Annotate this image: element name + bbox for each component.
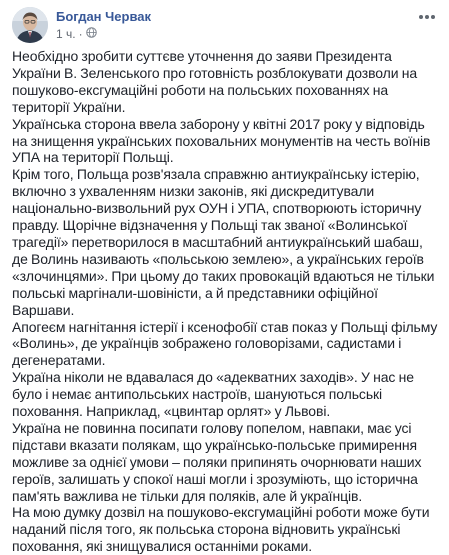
post-timestamp[interactable]: 1 ч.: [56, 27, 76, 41]
post-meta: [56, 27, 97, 41]
post-paragraph: Україна не повинна посипати голову попелом, навпаки, має усі підстави вказати полякам, що українсько-польське примирення можливе за однієї умови – поляки припинять очорнювати наших героїв, залишать у спокої наші могли і зрозуміють, що історична пам'ять важлива не тільки для поляків, але й українців.: [12, 419, 422, 504]
post-paragraph: Українська сторона ввела заборону у квітні 2017 року у відповідь на знищення українських поховальних монументів на честь воїнів УПА на території Польщі.: [12, 115, 431, 166]
post-paragraph: Необхідно зробити суттєве уточнення до заяви Президента України В. Зеленського про готовність розблокувати дозволи на пошуково-ексгумаційні роботи на польських похованнях на території України.: [12, 48, 418, 115]
post-header: [12, 7, 438, 43]
author-avatar[interactable]: [12, 7, 48, 43]
more-options-icon: [416, 9, 438, 25]
avatar-photo-icon: [12, 7, 48, 43]
post-body: [12, 48, 438, 555]
meta-separator: ·: [78, 27, 83, 41]
globe-icon: [86, 27, 97, 41]
post-paragraph: Апогеєм нагнітання істерії і ксенофобії став показ у Польщі фільму «Волинь», де українців зображено головорізами, садистами і дегенератами.: [12, 318, 438, 369]
more-options-button[interactable]: [416, 9, 438, 25]
post-paragraph: Україна ніколи не вдавалася до «адекватних заходів». У нас не було і немає антипольських настроїв, шануються польські поховання. Наприклад, «цвинтар орлят» у Львові.: [12, 369, 414, 420]
author-name-link[interactable]: Богдан Червак: [56, 9, 152, 24]
post-paragraph: На мою думку дозвіл на пошуково-ексгумаційні роботи може бути наданий після того, як польська сторона відновить українські поховання, які знищувалися останніми роками.: [12, 504, 430, 555]
post-paragraph: Крім того, Польща розв'язала справжню антиукраїнську істерію, включно з ухваленням низки законів, які дискредитували національно-визвольний рух ОУН і УПА, спотворюють історичну правду. Щорічне відзначення у Польщі так званої «Волинської трагедії» перетворилося в масштабний антиукраїнський шабаш, де Волинь називають «польською землею», а українських героїв «злочинцями». При цьому до таких провокацій вдаються не тільки польські маргінали-шовіністи, а й представники офіційної Варшави.: [12, 166, 435, 318]
